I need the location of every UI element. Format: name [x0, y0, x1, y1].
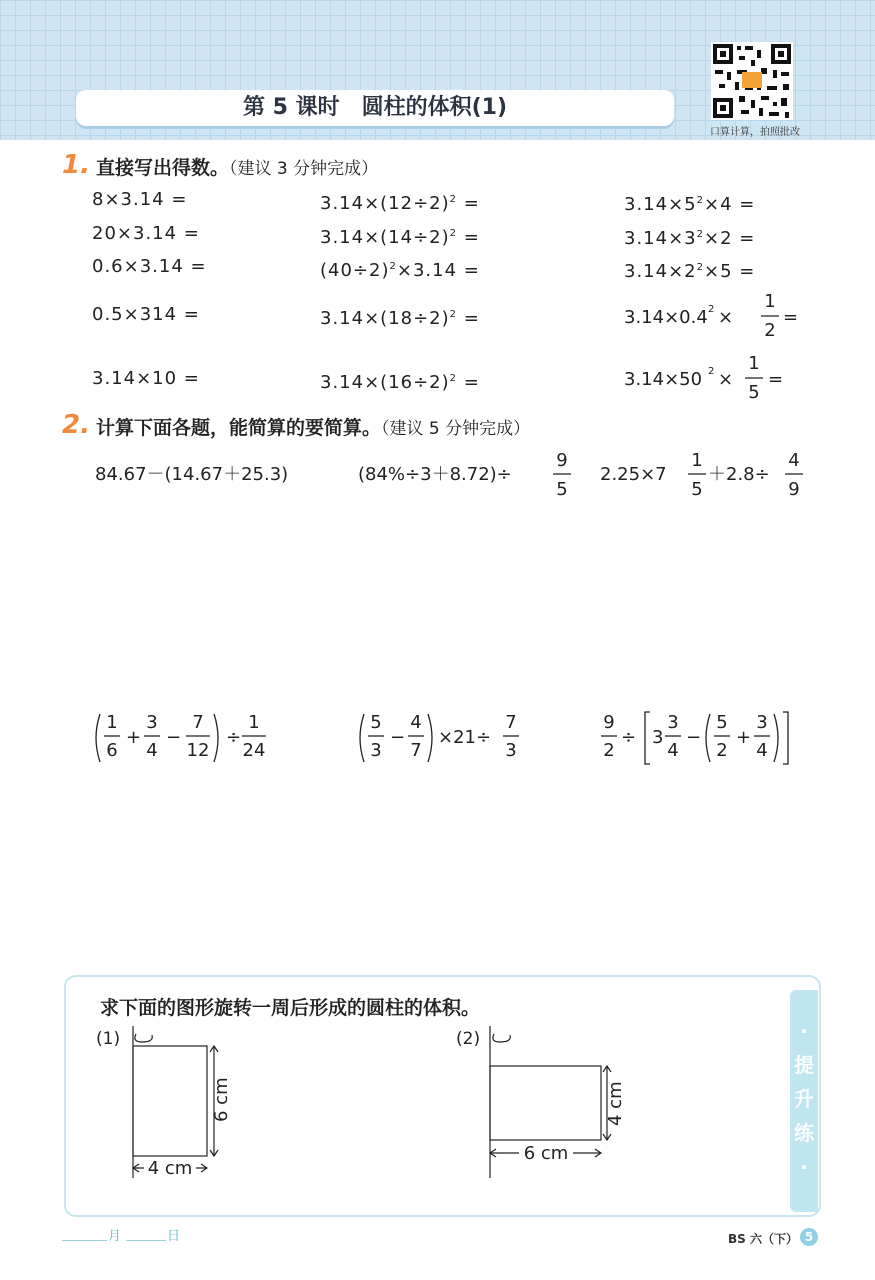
q1-c2-r3: $(40\div 2)^2\times 3.14$ = — [320, 260, 480, 281]
svg-text:−: − — [390, 727, 406, 748]
q1-c2-r5: $3.14\times(16\div 2)^2$ = — [320, 372, 480, 393]
q1-c3-r5 — [624, 352, 814, 404]
svg-text:4: 4 — [146, 740, 158, 761]
q1-c3-r2: $3.14\times 3^2\times 2$ = — [624, 228, 756, 249]
figure-2-rectangle — [490, 1066, 601, 1140]
q2-expr-5 — [356, 708, 536, 768]
svg-text:3: 3 — [667, 712, 679, 733]
svg-text:5: 5 — [716, 712, 728, 733]
figure-2-height: 4 cm — [605, 1081, 626, 1126]
svg-text:1: 1 — [248, 712, 260, 733]
figure-1-rectangle — [133, 1046, 207, 1156]
svg-text:＋2.8÷: ＋2.8÷ — [708, 464, 770, 485]
svg-text:÷: ÷ — [621, 727, 637, 748]
svg-text:4: 4 — [667, 740, 679, 761]
svg-text:1: 1 — [106, 712, 118, 733]
svg-text:84.67－(14.67＋25.3): 84.67－(14.67＋25.3) — [95, 464, 289, 485]
svg-text:×21÷: ×21÷ — [438, 727, 492, 748]
svg-text:5: 5 — [370, 712, 382, 733]
q1-c1-r1: 8×3.14 = — [92, 189, 188, 210]
q1-c1-r4: 0.5×314 = — [92, 304, 200, 325]
figure-1-label: (1) — [96, 1029, 121, 1049]
day-label: 日 — [167, 1229, 181, 1244]
rotation-arrow-icon — [135, 1034, 152, 1042]
svg-text:5: 5 — [556, 479, 568, 500]
svg-text:−: − — [686, 727, 702, 748]
svg-text:3.14×50: 3.14×50 — [624, 369, 703, 390]
svg-text:=: = — [768, 369, 784, 390]
svg-text:24: 24 — [242, 740, 266, 761]
figure-2-width: 6 cm — [523, 1143, 569, 1164]
svg-text:×: × — [718, 369, 734, 390]
svg-text:9: 9 — [556, 450, 568, 471]
svg-text:7: 7 — [410, 740, 422, 761]
svg-text:2: 2 — [764, 320, 776, 341]
practice-title: 求下面的图形旋转一周后形成的圆柱的体积。 — [100, 997, 481, 1019]
svg-text:2.25×7: 2.25×7 — [600, 464, 667, 485]
edition-label: BS 六（下） — [728, 1232, 798, 1246]
side-tab-char-1: 提 — [794, 1053, 814, 1077]
figure-1-width: 4 cm — [147, 1158, 193, 1179]
svg-text:×: × — [718, 307, 734, 328]
svg-text:2: 2 — [716, 740, 728, 761]
svg-text:3: 3 — [652, 727, 664, 748]
side-tab-char-3: 练 — [794, 1121, 814, 1145]
q1-c2-r2: $3.14\times(14\div 2)^2$ = — [320, 227, 480, 248]
rotation-arrow-icon — [493, 1034, 510, 1042]
qr-code[interactable] — [711, 42, 793, 120]
side-tab-practice — [790, 990, 818, 1212]
svg-text:4: 4 — [756, 740, 768, 761]
svg-text:−: − — [166, 727, 182, 748]
svg-text:6: 6 — [106, 740, 118, 761]
q1-title-text: 直接写出得数。 — [96, 157, 230, 179]
svg-text:3: 3 — [370, 740, 382, 761]
q1-hint: （建议 3 分钟完成） — [229, 159, 379, 179]
q1-number: 1. — [62, 150, 90, 180]
q2-expr-4 — [92, 708, 282, 768]
svg-text:7: 7 — [192, 712, 204, 733]
q1-c1-r2: 20×3.14 = — [92, 223, 200, 244]
side-tab-char-2: 升 — [794, 1087, 814, 1111]
svg-text:+: + — [126, 727, 142, 748]
svg-text:1: 1 — [691, 450, 703, 471]
day-blank[interactable] — [126, 1240, 166, 1241]
svg-text:(84%÷3＋8.72)÷: (84%÷3＋8.72)÷ — [358, 464, 512, 485]
figure-1-height: 6 cm — [211, 1077, 232, 1122]
side-tab-dot-top: · — [800, 1019, 808, 1043]
q2-number: 2. — [62, 410, 90, 440]
svg-text:3.14×0.4: 3.14×0.4 — [624, 307, 708, 328]
svg-text:4: 4 — [788, 450, 800, 471]
figure-2-label: (2) — [456, 1029, 481, 1049]
month-label: 月 — [108, 1229, 122, 1244]
svg-text:3: 3 — [756, 712, 768, 733]
figure-1 — [96, 1022, 256, 1182]
q1-c1-r5: 3.14×10 = — [92, 368, 200, 389]
svg-text:12: 12 — [186, 740, 210, 761]
month-blank[interactable] — [62, 1240, 107, 1241]
q1-c3-r1: $3.14\times 5^2\times 4$ = — [624, 194, 756, 215]
q2-expr-3 — [600, 450, 810, 502]
q2-hint: （建议 5 分钟完成） — [381, 419, 531, 439]
svg-text:÷: ÷ — [226, 727, 242, 748]
svg-text:4: 4 — [410, 712, 422, 733]
q2-title-text: 计算下面各题，能简算的要简算。 — [96, 417, 382, 439]
q1-c3-r4 — [624, 290, 814, 342]
svg-text:1: 1 — [764, 291, 776, 312]
svg-text:+: + — [736, 727, 752, 748]
page-number: 5 — [800, 1228, 818, 1246]
q1-c2-r1: $3.14\times(12\div 2)^2$ = — [320, 193, 480, 214]
q1-c3-r3: $3.14\times 2^2\times 5$ = — [624, 261, 756, 282]
svg-text:2: 2 — [603, 740, 615, 761]
figure-2 — [456, 1022, 636, 1182]
svg-text:9: 9 — [788, 479, 800, 500]
q2-expr-6 — [600, 708, 800, 768]
svg-text:=: = — [783, 307, 799, 328]
svg-text:2: 2 — [708, 304, 715, 315]
svg-text:7: 7 — [505, 712, 517, 733]
q1-title — [96, 153, 378, 180]
q1-c1-r3: 0.6×3.14 = — [92, 256, 207, 277]
svg-text:5: 5 — [748, 382, 760, 403]
svg-text:2: 2 — [708, 366, 715, 377]
q1-c2-r4: $3.14\times(18\div 2)^2$ = — [320, 308, 480, 329]
q2-expr-1 — [95, 450, 335, 502]
q2-expr-2 — [358, 450, 578, 502]
side-tab-dot-bottom: · — [800, 1155, 808, 1179]
svg-text:1: 1 — [748, 353, 760, 374]
q2-title — [96, 413, 530, 440]
qr-caption: 口算计算，拍照批改 — [710, 127, 800, 138]
svg-text:3: 3 — [146, 712, 158, 733]
svg-text:3: 3 — [505, 740, 517, 761]
svg-text:9: 9 — [603, 712, 615, 733]
svg-text:5: 5 — [691, 479, 703, 500]
lesson-title: 第 5 课时 圆柱的体积(1) — [76, 90, 674, 126]
